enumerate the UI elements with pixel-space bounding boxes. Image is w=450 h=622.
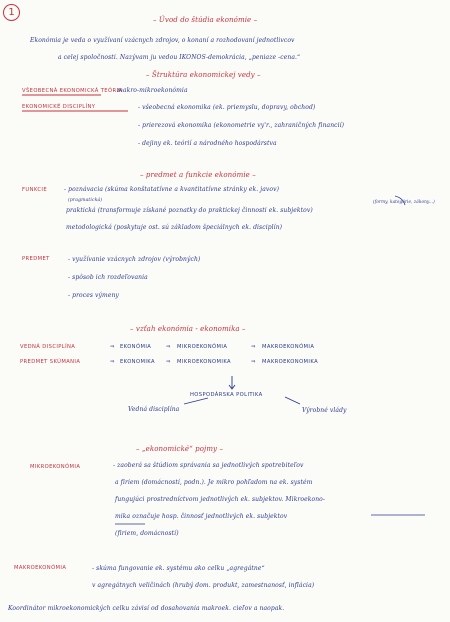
relation-row-label: VEDNÁ DISCIPLÍNA xyxy=(20,344,76,350)
theory-value: - makro-mikroekonómia xyxy=(113,87,188,94)
page-number-badge: 1 xyxy=(3,4,20,21)
diagram-right-arrow xyxy=(285,397,300,404)
macro-label: MAKROEKONÓMIA xyxy=(14,565,67,571)
diagram-left-label: Vedná disciplína xyxy=(128,406,180,413)
definition-line-1: Ekonómia je veda o využívaní vzácnych zdrojov, o konaní a rozhodovaní jednotlivcov xyxy=(30,37,295,44)
relation-arrow: ⇒ xyxy=(110,344,115,350)
micro-line: fungujúci prostredníctvom jednotlivých ek. subjektov. Mikroekono- xyxy=(115,496,326,503)
funkcie-label: FUNKCIE xyxy=(22,187,48,193)
relation-row-label: PREDMET SKÚMANIA xyxy=(20,359,81,365)
diagram-down-arrow xyxy=(229,376,235,389)
disciplines-item: - dejiny ek. teórií a národného hospodárstva xyxy=(138,140,277,147)
micro-line: mika označuje hosp. činnosť jednotlivých ek. subjektov xyxy=(115,513,288,520)
funkcie-note-left: (pragmatická) xyxy=(68,198,103,203)
definition-line-2: a celej spoločnosti. Nazývam ju vedou IKONOS-demokrácia, „peniaze -cena.“ xyxy=(58,54,301,61)
predmet-label: PREDMET xyxy=(22,256,50,262)
funkcie-item: - poznávacia (skúma konštatatívne a kvantitatívne stránky ek. javov) xyxy=(64,186,280,193)
relation-arrow: ⇒ xyxy=(166,359,171,365)
funkcie-item: metodologická (poskytuje ost. sú základom špeciálnych ek. disciplín) xyxy=(66,224,283,231)
relation-item: EKONÓMIA xyxy=(120,344,152,350)
disciplines-item: - prierezová ekonomika (ekonometrie vy'r., zahraničných financií) xyxy=(138,122,345,129)
section-title-pojmy: – „ekonomické“ pojmy – xyxy=(136,445,224,453)
section-title-relation: – vzťah ekonómia - ekonomika – xyxy=(130,325,246,333)
relation-arrow: ⇒ xyxy=(251,344,256,350)
macro-line: v agregátnych veličinách (hrubý dom. produkt, zamestnanosť, inflácia) xyxy=(92,582,315,589)
relation-arrow: ⇒ xyxy=(166,344,171,350)
relation-item: MAKROEKONÓMIA xyxy=(262,344,315,350)
diagram-right-label: Výrobné vlády xyxy=(302,407,347,414)
micro-line: - zaoberá sa štúdiom správania sa jednotlivých spotrebiteľov xyxy=(113,462,304,469)
section-title-subject: – predmet a funkcie ekonómie – xyxy=(140,171,256,179)
diagram-left-arrow xyxy=(184,398,208,404)
relation-item: MAKROEKONOMIKA xyxy=(262,359,319,365)
relation-arrow: ⇒ xyxy=(251,359,256,365)
section-title-intro: – Úvod do štúdia ekonómie – xyxy=(153,16,258,24)
micro-line: a firiem (domácností, podn.). Je mikro pohľadom na ek. systém xyxy=(115,479,313,486)
macro-line: - skúma fungovanie ek. systému ako celku „agregátne“ xyxy=(92,565,265,572)
micro-line: (firiem, domácností) xyxy=(115,530,179,537)
relation-item: MIKROEKONÓMIA xyxy=(177,344,228,350)
disciplines-item: - všeobecná ekonomika (ek. priemyslu, dopravy, obchod) xyxy=(138,104,316,111)
relation-item: EKONOMIKA xyxy=(120,359,155,365)
disciplines-label: EKONOMICKÉ DISCIPLÍNY xyxy=(22,104,96,110)
relation-arrow: ⇒ xyxy=(110,359,115,365)
predmet-item: - využívanie vzácnych zdrojov (výrobných) xyxy=(68,256,201,263)
funkcie-note-right: (formy, kategórie, zákony...) xyxy=(373,199,435,204)
micro-label: MIKROEKONÓMIA xyxy=(30,464,81,470)
bottom-line: Koordinátor mikroekonomických celku závisí od dosahovania makroek. cieľov a naopak. xyxy=(8,605,285,612)
funkcie-item: praktická (transformuje získané poznatky do praktickej činnosti ek. subjektov) xyxy=(66,207,313,214)
predmet-item: - proces výmeny xyxy=(68,292,119,299)
predmet-item: - spôsob ich rozdeľovania xyxy=(68,274,148,281)
section-title-structure: – Štruktúra ekonomickej vedy – xyxy=(146,71,261,79)
theory-label: VŠEOBECNÁ EKONOMICKÁ TEÓRIA xyxy=(22,88,123,94)
relation-item: MIKROEKONOMIKA xyxy=(177,359,232,365)
diagram-center-label: HOSPODÁRSKA POLITIKA xyxy=(190,392,263,398)
